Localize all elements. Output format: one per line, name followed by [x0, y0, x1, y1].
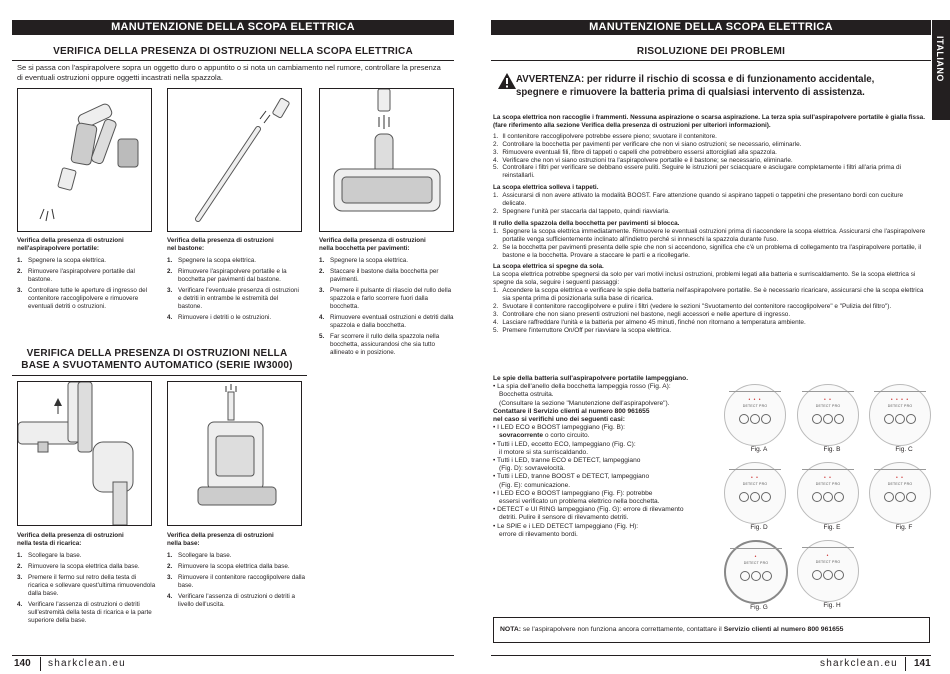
step-text: Spegnere la scopa elettrica. — [330, 257, 409, 264]
warning-text: AVVERTENZA: per ridurre il rischio di scossa e di funzionamento accidentale, spegnere e rimuovere la batteria prima di qualsiasi intervento di assistenza. — [516, 74, 875, 98]
step-text: Verificare l'assenza di ostruzioni o detriti a livello dell'uscita. — [178, 593, 296, 608]
footer-url: sharkclean.eu — [48, 658, 126, 669]
step-text: Verificare l'eventuale presenza di ostruzioni e detriti in entrambe le estremità del bastone. — [178, 287, 299, 310]
caption-handheld: Verifica della presenza di ostruzioni nell'aspirapolvere portatile: 1. Spegnere la scopa elettrica. 2. Rimuovere l'aspirapolvere portatile dal bastone. 3. Controllare tutte le aperture di ingresso del contenitore raccoglipolvere e rimuovere eventuali detriti o ostruzioni. — [17, 237, 152, 314]
section-title: RISOLUZIONE DEI PROBLEMI — [636, 46, 786, 57]
illustration-handheld — [17, 88, 152, 232]
illustration-charging-head — [17, 381, 152, 526]
footer-divider — [12, 655, 454, 656]
step-text: Rimuovere la scopa elettrica dalla base. — [178, 563, 290, 570]
page-number: 140 — [14, 658, 31, 669]
step-text: Rimuovere il contenitore raccoglipolvere dalla base. — [178, 574, 306, 589]
illustration-base — [167, 381, 302, 526]
warning-icon — [497, 72, 517, 90]
note-box: NOTA: se l'aspirapolvere non funziona ancora correttamente, contattare il Servizio clienti al numero 800 961655 — [493, 617, 930, 643]
step-text: Rimuovere l'aspirapolvere portatile e la bocchetta per pavimenti dal bastone. — [178, 268, 287, 283]
led-section: Le spie della batteria sull'aspirapolvere portatile lampeggiano. • La spia dell'anello della bocchetta lampeggia rosso (Fig. A): Bocchetta ostruita. (Consultare la sezione "Manutenzione dell'aspirapolvere"). Contattare il Servizio clienti al numero 800 961655 nel caso si verifichi uno dei seguenti casi: • I LED ECO e BOOST lampeggiano (Fig. B): sovracorrente o corto circuito. • Tutti i LED, eccetto ECO, lampeggiano (Fig. C): il motore si sta surriscaldando. • Tutti i LED, tranne ECO e DETECT, lampeggiano (Fig. D): sovravelocità. • Tutti i LED, tranne BOOST e DETECT, lampeggiano (Fig. E): comunicazione. • I LED ECO e BOOST lampeggiano (Fig. F): potrebbe essersi verificato un problema elettrico nella bocchetta. • DETECT e UI RING lampeggiano (Fig. G): errore di rilevamento detriti. Pulire il sensore di rilevamento detriti. • Le SPIE e i LED DETECT lampeggiano (Fig. H): errore di rilevamento bordi. — [493, 375, 689, 538]
illustration-wand — [167, 88, 302, 232]
left-header-bar: MANUTENZIONE DELLA SCOPA ELETTRICA — [12, 20, 454, 35]
figure-f: • • DETECT PRO Fig. F — [869, 462, 939, 531]
section2-title: VERIFICA DELLA PRESENZA DI OSTRUZIONI NELLA BASE A SVUOTAMENTO AUTOMATICO (SERIE IW3000) — [21, 348, 293, 371]
figure-h: • DETECT PRO Fig. H — [797, 540, 867, 609]
footer-url: sharkclean.eu — [820, 658, 898, 669]
figure-e: • • DETECT PRO Fig. E — [797, 462, 867, 531]
page-number: 141 — [914, 658, 931, 669]
right-header-bar: MANUTENZIONE DELLA SCOPA ELETTRICA — [491, 20, 931, 35]
step-text: Verificare l'assenza di ostruzioni o detriti sull'estremità della testa di ricarica e la parte superiore della base. — [28, 601, 152, 624]
caption-floor-nozzle: Verifica della presenza di ostruzioni nella bocchetta per pavimenti: 1. Spegnere la scopa elettrica. 2. Staccare il bastone dalla bocchetta per pavimenti. 3. Premere il pulsante di rilascio del rullo della spazzola e farlo scorrere fuori dalla bocchetta. 4. Rimuovere eventuali ostruzioni e detriti dalla spazzola e dalla bocchetta. 5. Far scorrere il rullo della spazzola nella bocchetta, assicurandosi che sia tutto allineato e in posizione. — [319, 237, 454, 356]
figure-b: • • DETECT PRO Fig. B — [797, 384, 867, 453]
divider — [12, 375, 307, 376]
language-tab: ITALIANO — [932, 20, 950, 120]
caption-charging-head: Verifica della presenza di ostruzioni nella testa di ricarica: 1. Scollegare la base. 2. Rimuovere la scopa elettrica dalla base. 3. Premere il fermo sul retro della testa di ricarica e sollevare quest'ultima rimuovendola dalla base. 4. Verificare l'assenza di ostruzioni o detriti sull'estremità della testa di ricarica e la parte superiore della base. — [17, 532, 156, 624]
step-text: Staccare il bastone dalla bocchetta per pavimenti. — [330, 268, 439, 283]
figure-c: • • • • DETECT PRO Fig. C — [869, 384, 939, 453]
step-text: Scollegare la base. — [178, 552, 232, 559]
divider — [491, 60, 931, 61]
step-text: Spegnere la scopa elettrica. — [28, 257, 107, 264]
step-text: Scollegare la base. — [28, 552, 82, 559]
footer-separator — [905, 657, 906, 671]
section1-intro: Se si passa con l'aspirapolvere sopra un oggetto duro o appuntito o si nota un cambiamento nel rumore, controllare la presenza di eventuali ostruzioni oppure oggetti incastrati nella spazzola. — [17, 63, 441, 82]
footer-separator — [40, 657, 41, 671]
caption-base: Verifica della presenza di ostruzioni nella base: 1. Scollegare la base. 2. Rimuovere la scopa elettrica dalla base. 3. Rimuovere il contenitore raccoglipolvere dalla base. 4. Verificare l'assenza di ostruzioni o detriti a livello dell'uscita. — [167, 532, 306, 608]
caption-wand: Verifica della presenza di ostruzioni nel bastone: 1. Spegnere la scopa elettrica. 2. Rimuovere l'aspirapolvere portatile e la bocchetta per pavimenti dal bastone. 3. Verificare l'eventuale presenza di ostruzioni e detriti in entrambe le estremità del bastone. 4. Rimuovere i detriti o le ostruzioni. — [167, 237, 302, 325]
step-text: Rimuovere l'aspirapolvere portatile dal bastone. — [28, 268, 135, 283]
divider — [12, 60, 454, 61]
step-text: Rimuovere la scopa elettrica dalla base. — [28, 563, 140, 570]
step-text: Controllare tutte le aperture di ingresso del contenitore raccoglipolvere e rimuovere eventuali detriti o ostruzioni. — [28, 287, 148, 310]
figure-a: • • • DETECT PRO Fig. A — [724, 384, 794, 453]
step-text: Rimuovere eventuali ostruzioni e detriti dalla spazzola e dalla bocchetta. — [330, 314, 454, 329]
footer-divider — [491, 655, 931, 656]
illustration-floor-nozzle — [319, 88, 454, 232]
section1-title: VERIFICA DELLA PRESENZA DI OSTRUZIONI NELLA SCOPA ELETTRICA — [53, 46, 413, 57]
figure-g: • DETECT PRO Fig. G — [724, 540, 794, 611]
step-text: Premere il fermo sul retro della testa di ricarica e sollevare quest'ultima rimuovendola dalla base. — [28, 574, 156, 597]
step-text: Spegnere la scopa elettrica. — [178, 257, 257, 264]
figure-d: • • DETECT PRO Fig. D — [724, 462, 794, 531]
step-text: Premere il pulsante di rilascio del rullo della spazzola e farlo scorrere fuori dalla bocchetta. — [330, 287, 452, 310]
step-text: Far scorrere il rullo della spazzola nella bocchetta, assicurandosi che sia tutto allineato e in posizione. — [330, 333, 440, 356]
step-text: Rimuovere i detriti o le ostruzioni. — [178, 314, 272, 321]
troubleshooting-body: La scopa elettrica non raccoglie i frammenti. Nessuna aspirazione o scarsa aspirazione. La terza spia sull'aspirapolvere portatile è gialla fissa. (fare riferimento alla sezione Verifica della presenza di ostruzioni per ulteriori informazioni). 1. Il contenitore raccoglipolvere potrebbe essere pieno; svuotare il contenitore. 2. Controllare la bocchetta per pavimenti per verificare che non vi siano ostruzioni; se necessario, eliminarle. 3. Rimuovere eventuali fili, fibre di tappeti o capelli che potrebbero essersi attorcigliati alla spazzola. 4. Verificare che non vi siano ostruzioni tra l'aspirapolvere portatile e il bastone; se necessario, eliminarle. 5. Controllare i filtri per verificare se debbano essere puliti. Seguire le istruzioni per sciacquare e asciugare completamente i filtri all'aria prima di reinstallarli. La scopa elettrica solleva i tappeti. 1. Assicurarsi di non avere attivato la modalità BOOST. Fare attenzione quando si aspirano tappeti o tappetini che presentano bordi con cuciture delicate. 2. Spegnere l'unità per staccarla dal tappeto, quindi riavviarla. Il rullo della spazzola della bocchetta per pavimenti si blocca. 1. Spegnere la scopa elettrica immediatamente. Rimuovere le eventuali ostruzioni prima di riaccendere la scopa elettrica. Assicurarsi che l'aspirapolvere portatile venga sufficientemente inclinato all'indietro perché si innneschi la spazzola durante l'uso. 2. Se la bocchetta per pavimenti presenta delle spie che non si accendono, significa che c'è un problema di collegamento tra l'aspirapolvere portatile, il bastone e la bocchetta. Provare a staccare le parti e a ricollegarle. La scopa elettrica si spegne da sola. La scopa elettrica potrebbe spegnersi da solo per vari motivi inclusi ostruzioni, problemi legati alla batteria e surriscaldamento. Se la scopa elettrica si spegne da sola, seguire i seguenti passaggi: 1. Accendere la scopa elettrica e verificare le spie della batteria nell'aspirapolvere portatile. Se è necessario ricaricare, assicurarsi che la scopa elettrica sia spenta prima di posizionarla sulla base di ricarica. 2. Svuotare il contenitore raccoglipolvere e pulire i filtri (vedere le sezioni "Svuotamento del contenitore raccoglipolvere" e "Pulizia del filtro"). 3. Controllare che non siano presenti ostruzioni nel bastone, negli accessori e nelle aperture di ingresso. 4. Lasciare raffreddare l'unità e la batteria per almeno 45 minuti, finché non ritornano a temperatura ambiente. 5. Premere l'interruttore On/Off per riavviare la scopa elettrica. — [493, 114, 926, 334]
